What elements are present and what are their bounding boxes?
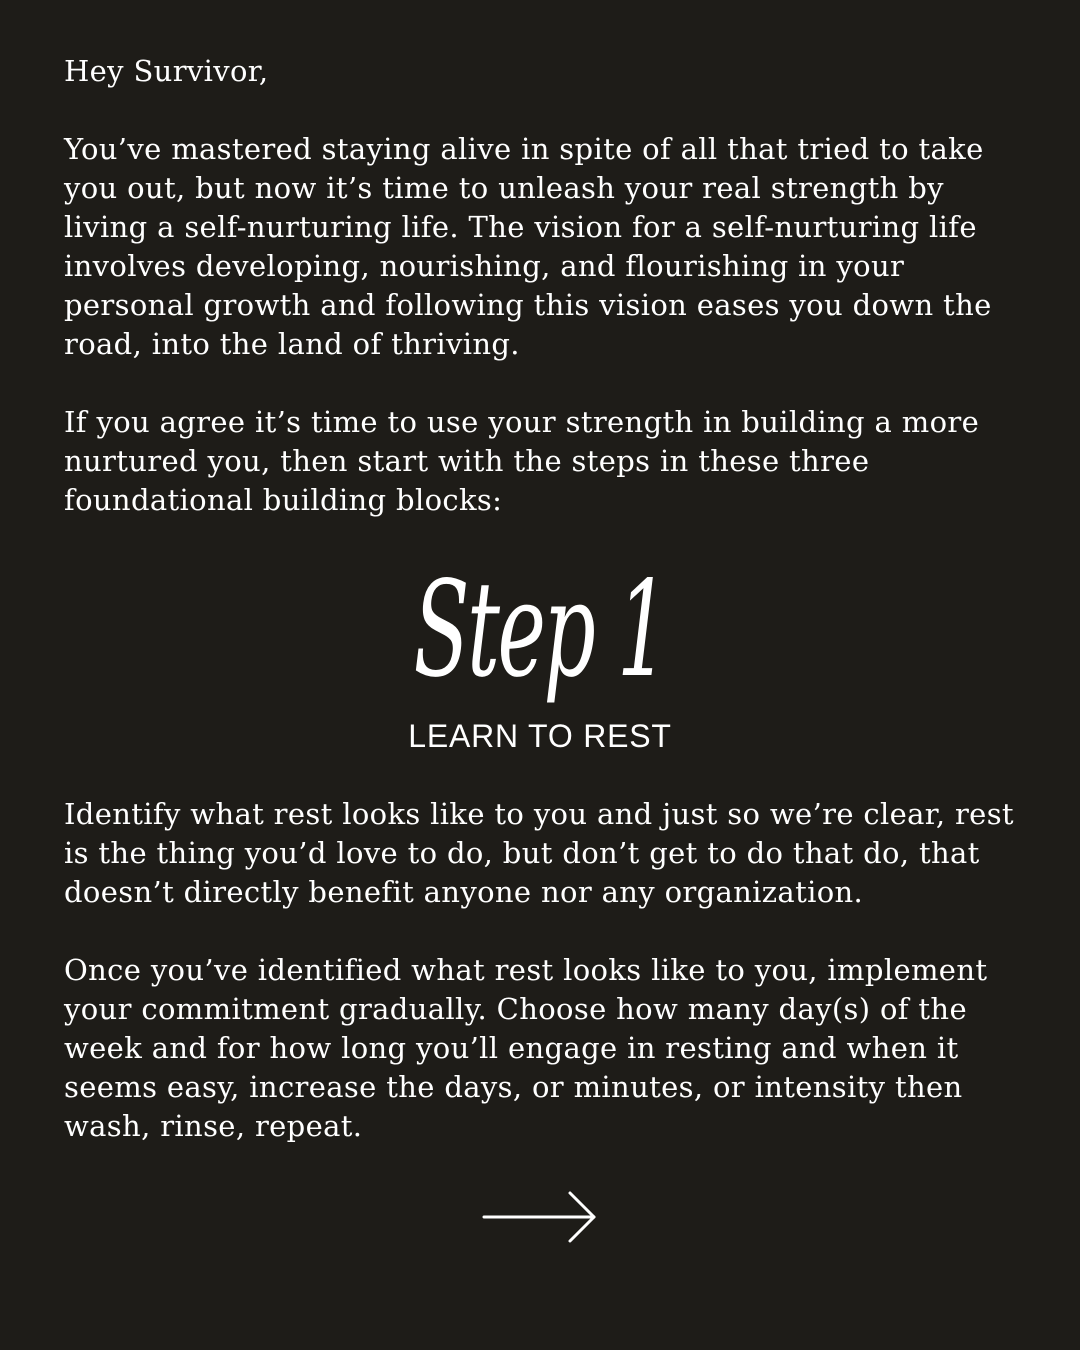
rest-definition-paragraph: Identify what rest looks like to you and just so we’re clear, rest is the thing you’d love to do, but don’t get to do that do, that doesn’t directly benefit anyone nor any organization.: [64, 797, 1014, 909]
letter-intro: [64, 52, 1024, 520]
step-subtitle: LEARN TO REST: [408, 718, 672, 754]
rest-implementation-paragraph: Once you’ve identified what rest looks like to you, implement your commitment gradually. Choose how many day(s) of the week and for how long you’ll engage in resting and when it seems easy, increase the days, or minutes, or intensity then wash, rinse, repeat.: [64, 953, 988, 1143]
step-heading: [0, 548, 1080, 758]
arrow-right-icon: [482, 1190, 598, 1244]
intro-paragraph: You’ve mastered staying alive in spite of all that tried to take you out, but now it’s time to unleash your real strength by living a self-nurturing life. The vision for a self-nurturing life involves developing, nourishing, and flourishing in your personal growth and following this vision eases you down the road, into the land of thriving.: [64, 132, 992, 361]
step-body: [64, 795, 1024, 1146]
greeting: Hey Survivor,: [64, 54, 269, 88]
step-title: Step 1: [413, 553, 667, 707]
next-button[interactable]: [482, 1190, 598, 1244]
building-blocks-paragraph: If you agree it’s time to use your strength in building a more nurtured you, then start with the steps in these three foundational building blocks:: [64, 405, 980, 517]
